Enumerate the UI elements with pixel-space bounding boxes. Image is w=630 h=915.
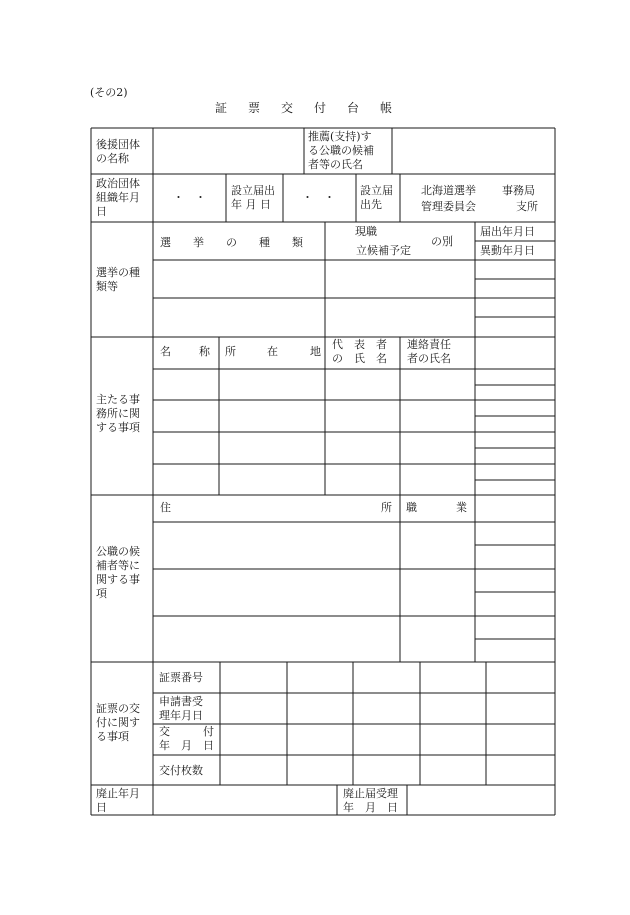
title-char: 台 <box>347 101 360 115</box>
location-header-c: 地 <box>310 345 321 358</box>
filing-date-label: 設立届出 年 月 日 <box>231 184 275 211</box>
title-char: 票 <box>248 101 261 115</box>
certificate-number-label: 証票番号 <box>159 671 203 684</box>
office-name-line1b: 事務局 <box>502 184 535 197</box>
issue-date-label-ymd: 年 月 日 <box>159 739 214 752</box>
title-char: 付 <box>314 101 327 115</box>
office-name-line1a: 北海道選挙 <box>421 184 476 197</box>
group-name-label: 後援団体 の名称 <box>96 138 140 165</box>
contact-person-header: 連絡責任 者の氏名 <box>407 338 451 365</box>
office-name-header-a: 名 <box>160 345 171 358</box>
election-type-header: 選 挙 の 種 類 <box>160 236 303 249</box>
certificate-section-label: 証票の交 付に関す る事項 <box>96 702 140 743</box>
title-char: 帳 <box>380 101 393 115</box>
address-header-a: 住 <box>160 501 171 514</box>
location-header-b: 在 <box>267 345 278 358</box>
incumbent-label: 現職 <box>355 225 377 238</box>
filing-date-header: 届出年月日 <box>480 225 535 238</box>
representative-header: 代 表 者 の 氏 名 <box>332 338 387 365</box>
org-date-label: 政治団体 組織年月 日 <box>96 177 140 218</box>
form-number: (その2) <box>90 86 128 99</box>
org-date-dots: ・ ・ <box>173 191 206 204</box>
office-section-label: 主たる事 務所に関 する事項 <box>96 393 140 434</box>
abolition-receipt-label: 廃止届受理 年 月 日 <box>343 787 398 814</box>
title-char: 証 <box>215 101 228 115</box>
address-header-b: 所 <box>381 501 392 514</box>
location-header-a: 所 <box>225 345 236 358</box>
filing-destination-label: 設立届 出先 <box>360 184 393 211</box>
abolition-date-label: 廃止年月 日 <box>96 787 140 814</box>
election-section-label: 選挙の種 類等 <box>96 266 140 293</box>
issue-date-label-a: 交 <box>159 725 170 738</box>
occupation-header-a: 職 <box>406 501 417 514</box>
candidate-section-label: 公職の候 補者等に 関する事 項 <box>96 545 140 600</box>
office-name-header-b: 称 <box>199 345 210 358</box>
planned-candidate-label: 立候補予定 <box>356 244 411 257</box>
application-date-label: 申請書受 理年月日 <box>159 695 203 722</box>
issue-count-label: 交付枚数 <box>159 764 203 777</box>
office-name-line2a: 管理委員会 <box>421 200 476 213</box>
candidate-name-label: 推薦(支持)す る公職の候補 者等の氏名 <box>308 130 374 171</box>
issue-date-label-b: 付 <box>203 725 214 738</box>
office-name-line2b: 支所 <box>516 200 538 213</box>
change-date-header: 異動年月日 <box>480 244 535 257</box>
filing-date-dots: ・ ・ <box>302 191 335 204</box>
distinction-label: の別 <box>431 235 453 248</box>
title-char: 交 <box>281 101 294 115</box>
occupation-header-b: 業 <box>456 501 467 514</box>
